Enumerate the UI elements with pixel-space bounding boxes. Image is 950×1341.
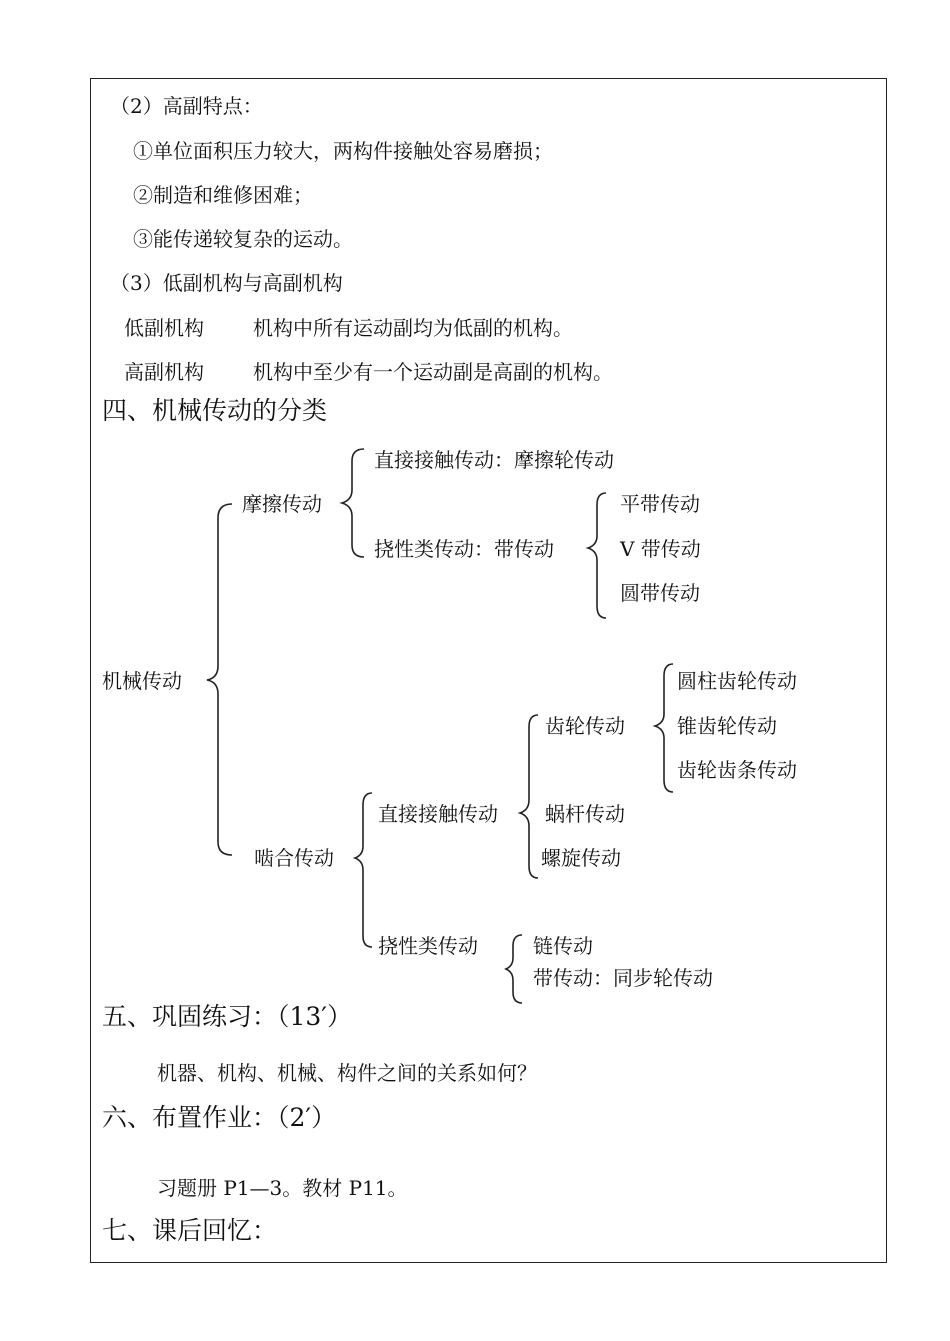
exercise-question: 机器、机构、机械、构件之间的关系如何？	[157, 1061, 537, 1085]
section-2-item: ③能传递较复杂的运动。	[133, 227, 353, 251]
tree-mesh-flex: 挠性类传动	[378, 934, 478, 958]
heading-7: 七、课后回忆：	[102, 1216, 278, 1245]
tree-belt-type: 平带传动	[620, 492, 700, 516]
tree-gear-type: 圆柱齿轮传动	[677, 669, 797, 693]
tree-gear-type: 锥齿轮传动	[677, 714, 777, 738]
tree-friction-direct: 直接接触传动：摩擦轮传动	[374, 448, 614, 472]
term-low-pair: 低副机构	[124, 316, 204, 340]
tree-mesh: 啮合传动	[254, 846, 334, 870]
term-high-pair: 高副机构	[124, 360, 204, 384]
tree-worm: 蜗杆传动	[545, 802, 625, 826]
tree-gear: 齿轮传动	[545, 714, 625, 738]
tree-gear-type: 齿轮齿条传动	[677, 758, 797, 782]
tree-friction: 摩擦传动	[242, 492, 322, 516]
tree-friction-flex: 挠性类传动：带传动	[374, 537, 554, 561]
heading-5: 五、巩固练习：（13′）	[102, 1002, 352, 1031]
homework: 习题册 P1—3。教材 P11。	[157, 1176, 408, 1200]
tree-mesh-direct: 直接接触传动	[378, 802, 498, 826]
tree-screw: 螺旋传动	[541, 846, 621, 870]
def-low-pair: 机构中所有运动副均为低副的机构。	[253, 316, 573, 340]
section-2-item: ①单位面积压力较大，两构件接触处容易磨损；	[133, 139, 553, 163]
tree-belt-type: 圆带传动	[620, 581, 700, 605]
def-high-pair: 机构中至少有一个运动副是高副的机构。	[253, 360, 613, 384]
section-3-title: （3）低副机构与高副机构	[110, 271, 343, 295]
heading-4: 四、机械传动的分类	[102, 396, 328, 425]
heading-6: 六、布置作业：（2′）	[102, 1103, 337, 1132]
tree-sync-belt: 带传动：同步轮传动	[533, 966, 713, 990]
section-2-title: （2）高副特点：	[110, 94, 263, 118]
section-2-item: ②制造和维修困难；	[133, 183, 313, 207]
tree-chain: 链传动	[533, 934, 593, 958]
tree-root: 机械传动	[102, 669, 182, 693]
tree-belt-type: V 带传动	[620, 537, 701, 561]
